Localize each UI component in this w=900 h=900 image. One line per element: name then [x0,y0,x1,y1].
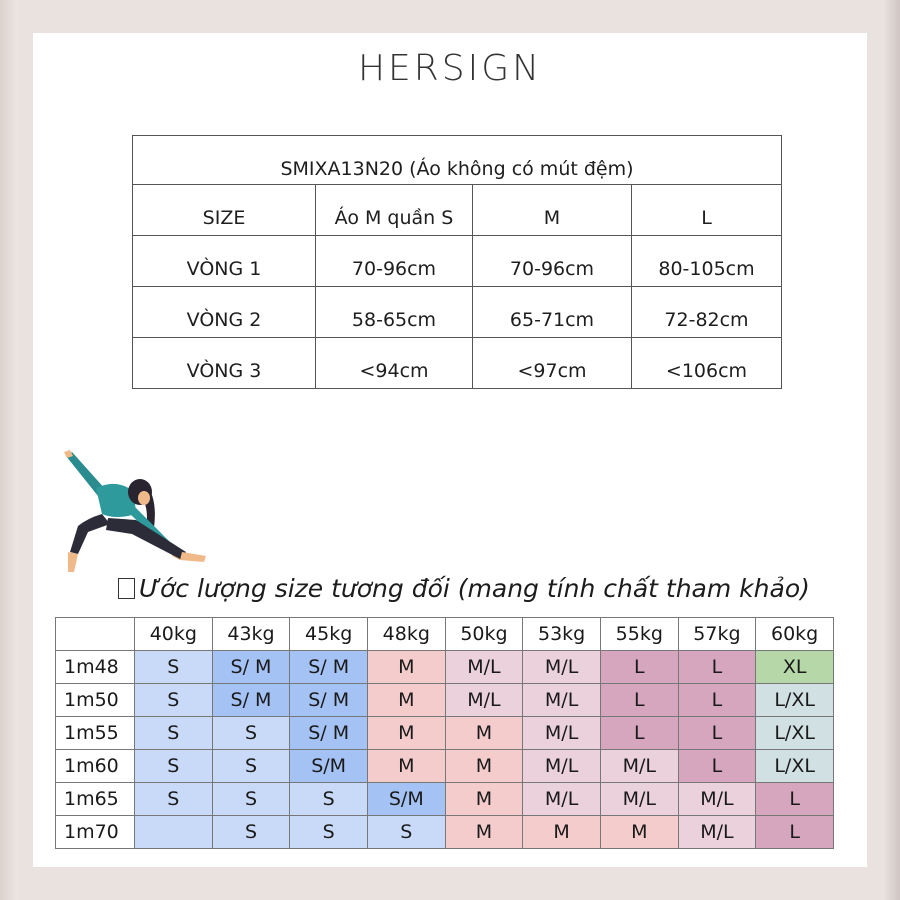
size-cell: S [212,750,290,783]
size-cell: S [290,783,368,816]
size-cell: M [445,717,523,750]
height-label: 1m48 [56,651,135,684]
size-cell: S/M [290,750,368,783]
size-cell: S/ M [212,651,290,684]
size-cell: S [135,651,213,684]
weight-header: 43kg [212,618,290,651]
yoga-pose-illustration [58,448,208,573]
weight-header: 55kg [600,618,678,651]
size-cell: S/ M [290,684,368,717]
weight-header: 57kg [678,618,756,651]
size-header: SIZE [133,185,316,236]
size-cell: M [523,816,601,849]
size-cell: S [135,750,213,783]
size-cell: M [367,651,445,684]
size-spec-table [132,135,782,389]
size-cell: L [600,684,678,717]
size-header: M [473,185,632,236]
size-cell: L [600,717,678,750]
weight-header: 50kg [445,618,523,651]
size-cell: M/L [678,783,756,816]
size-cell: S [290,816,368,849]
size-cell: M [445,750,523,783]
size-cell: L/XL [756,750,834,783]
size-cell: L [756,816,834,849]
estimate-heading [118,574,810,603]
estimate-row [56,651,834,684]
size-cell: M [445,783,523,816]
size-cell: S [212,783,290,816]
frame-edge-left [0,0,18,900]
size-cell: M [445,816,523,849]
size-cell: L [678,750,756,783]
size-cell: L/XL [756,684,834,717]
size-cell: M/L [523,783,601,816]
measure-value: 70-96cm [316,236,473,287]
size-cell [135,816,213,849]
height-label: 1m60 [56,750,135,783]
frame-edge-right [882,0,900,900]
weight-header: 40kg [135,618,213,651]
size-cell: S [135,717,213,750]
estimate-row [56,783,834,816]
size-cell: S [212,816,290,849]
estimate-row [56,717,834,750]
size-cell: L/XL [756,717,834,750]
missing-glyph-icon [118,578,135,599]
measure-value: 70-96cm [473,236,632,287]
size-cell: M/L [445,684,523,717]
measure-value: 58-65cm [316,287,473,338]
weight-header: 45kg [290,618,368,651]
size-cell: M/L [678,816,756,849]
measure-value: <94cm [316,338,473,389]
size-cell: L [678,717,756,750]
size-cell: S [135,783,213,816]
measure-label: VÒNG 1 [133,236,316,287]
size-cell: S/ M [212,684,290,717]
size-cell: S [212,717,290,750]
size-cell: S/M [367,783,445,816]
height-label: 1m55 [56,717,135,750]
size-cell: M/L [445,651,523,684]
measure-value: 80-105cm [632,236,782,287]
size-cell: S/ M [290,717,368,750]
height-label: 1m50 [56,684,135,717]
measure-value: <97cm [473,338,632,389]
size-header: L [632,185,782,236]
size-cell: L [678,651,756,684]
measure-value: <106cm [632,338,782,389]
size-header: Áo M quần S [316,185,473,236]
size-cell: XL [756,651,834,684]
size-cell: L [600,651,678,684]
size-cell: M/L [523,684,601,717]
size-cell: M [367,750,445,783]
size-cell: L [678,684,756,717]
estimate-row [56,816,834,849]
size-cell: M/L [523,651,601,684]
weight-header: 60kg [756,618,834,651]
estimate-row [56,684,834,717]
estimate-heading-text: Ước lượng size tương đối (mang tính chất tham khảo) [139,574,810,603]
measure-value: 72-82cm [632,287,782,338]
height-label: 1m65 [56,783,135,816]
size-cell: S/ M [290,651,368,684]
measure-label: VÒNG 3 [133,338,316,389]
corner-cell [56,618,135,651]
size-cell: M [367,684,445,717]
size-estimate-table [55,617,834,849]
height-label: 1m70 [56,816,135,849]
size-cell: M [367,717,445,750]
estimate-row [56,750,834,783]
size-cell: S [367,816,445,849]
size-cell: M/L [600,783,678,816]
weight-header: 48kg [367,618,445,651]
size-cell: M/L [523,717,601,750]
measure-value: 65-71cm [473,287,632,338]
size-cell: M/L [523,750,601,783]
size-cell: M/L [600,750,678,783]
weight-header: 53kg [523,618,601,651]
brand-logo: HERSIGN [357,48,543,89]
size-cell: M [600,816,678,849]
measure-label: VÒNG 2 [133,287,316,338]
size-table-title: SMIXA13N20 (Áo không có mút đệm) [133,136,782,185]
size-cell: S [135,684,213,717]
size-cell: L [756,783,834,816]
